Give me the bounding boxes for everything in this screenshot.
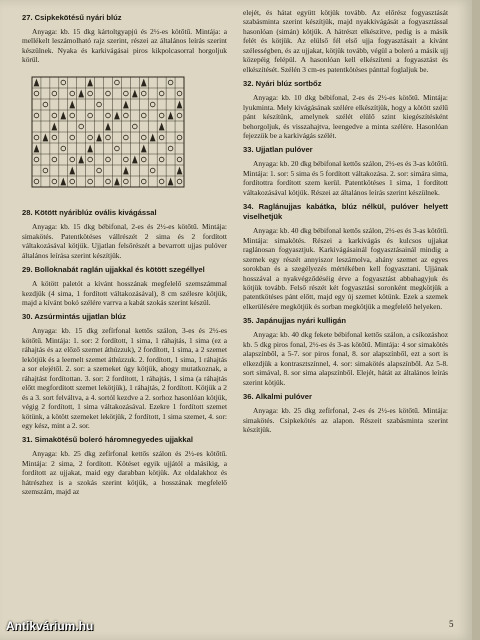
yarn-over-symbol (150, 168, 155, 173)
decrease-stitch-symbol (69, 100, 75, 108)
section-text: Anyaga: kb. 40 dkg fekete bébifonal kettős szálon, a csíkozáshoz kb. 5 dkg piros fonal, 2½-es és 3-as kötőtű. Mintája: 4 sor simakötés alapszínből, a 5-7. sor piros fonal, 8. sor alapszínből, ezt a sort is elkezdjük a kontrasztszínnel, 4. sor: simakötés alapszínből. Az 5-8. sort simával, 8. sor sima alapszínből. Elejét, hátát az általános leírás szerint kötjük. (243, 330, 448, 387)
decrease-stitch-symbol (123, 166, 129, 174)
decrease-stitch-symbol (105, 122, 111, 130)
section-heading: 29. Bolloknabát raglán ujjakkal és kötött szegéllyel (22, 265, 205, 275)
yarn-over-symbol (88, 91, 93, 96)
yarn-over-symbol (106, 157, 111, 162)
yarn-over-symbol (141, 135, 146, 140)
decrease-stitch-symbol (51, 122, 57, 130)
section-heading: 28. Kötött nyáriblúz ovális kivágással (22, 208, 157, 218)
section-27 (22, 13, 227, 65)
section-text: elejét, és hátat együtt kötjük tovább. Az előrész fogyasztását szabásminta szerint készítjük, majd nyakkivágását a fogyasztással hasonlóan (simán) kötjük. A hátrészt elkészítve, pedig is a másik felét és kötjük. Az elülső fél első ujja fogyasztásait a kívánt szélességben, és az ujjakat, kötjük tovább, végül a boleró a másik ujj közepéig felépül. A hasonlóan kell elkészíteni a fogyasztást és elkészítését. Szélén 3 cm-es patentkötéses pánttal foglaljuk be. (243, 8, 448, 74)
section-text: A kötött paletót a kívánt hosszának megfelelő szemszámmal kezdjük (4 sima, 1 fordított váltakozásával), 8 cm szélesre kötjük, majd a kívánt bokó szélére varrva a kabát szokás szerint készül. (22, 279, 227, 307)
decrease-stitch-symbol (96, 133, 102, 141)
decrease-stitch-symbol (69, 166, 75, 174)
yarn-over-symbol (70, 91, 75, 96)
decrease-stitch-symbol (43, 133, 49, 141)
yarn-over-symbol (141, 179, 146, 184)
yarn-over-symbol (61, 80, 66, 85)
decrease-stitch-symbol (78, 155, 84, 163)
yarn-over-symbol (97, 168, 102, 173)
yarn-over-symbol (115, 146, 120, 151)
section-28 (22, 208, 227, 260)
section-29 (22, 265, 227, 307)
yarn-over-symbol (177, 113, 182, 118)
decrease-stitch-symbol (177, 100, 183, 108)
yarn-over-symbol (159, 179, 164, 184)
yarn-over-symbol (106, 179, 111, 184)
decrease-stitch-symbol (168, 111, 174, 119)
yarn-over-symbol (52, 179, 57, 184)
yarn-over-symbol (79, 124, 84, 129)
section-heading: 34. Raglánujjas kabátka, blúz nélkül, pulóver helyett viselhetjük (243, 202, 448, 222)
decrease-stitch-symbol (87, 144, 93, 152)
yarn-over-symbol (34, 135, 39, 140)
yarn-over-symbol (52, 91, 57, 96)
section-heading: 31. Simakötésű boleró háromnegyedes ujjakkal (22, 435, 193, 445)
yarn-over-symbol (124, 179, 129, 184)
decrease-stitch-symbol (168, 177, 174, 185)
section-31 (22, 435, 227, 496)
page-edge (472, 0, 480, 640)
section-text: Anyaga: kb. 40 dkg bébifonal kettős szálon, 2½-es és 3-as kötőtű. Mintája: simakötés. Részei a karkivágás és kulcsos ujjakat raglánosan fogyasztjuk. Karkivágásainál fogyasztásainál mindig a szemek egy részét annyiszor leszámolva, ahány szemet az egyes sorokban és a szegélyezés mértékében kell fogyasztani. Ujjának hosszával a nyakvégződéséig érve a fogyasztást abbahagyjuk és kötjük tovább. Felső részét két fogyasztási soronként megkötjük a patentkötéses pánt előtt, majd egy új szemet kötünk. Ezek a szemek elkerülésére megkötjük és sorban megkötjük a megfelelő helyeken. (243, 226, 448, 311)
yarn-over-symbol (106, 91, 111, 96)
section-heading: 36. Alkalmi pulóver (243, 392, 312, 402)
decrease-stitch-symbol (78, 89, 84, 97)
yarn-over-symbol (177, 179, 182, 184)
yarn-over-symbol (106, 135, 111, 140)
yarn-over-symbol (88, 157, 93, 162)
yarn-over-symbol (70, 157, 75, 162)
section-heading: 33. Ujjatlan pulóver (243, 145, 313, 155)
yarn-over-symbol (70, 179, 75, 184)
yarn-over-symbol (141, 113, 146, 118)
section-text: Anyaga: kb. 15 dkg bébifonal, 2-es és 2½-es kötőtű. Mintája: simakötés. Patentkötéses vállrészét 2 sima és 2 fordított váltakozásával kötjük. Ujjatlan felsőrészét a bevarrott ujjas pulóver általános leírása szerint készítjük. (22, 222, 227, 260)
section-heading: 35. Japánujjas nyári kulligán (243, 316, 346, 326)
yarn-over-symbol (177, 135, 182, 140)
yarn-over-symbol (52, 113, 57, 118)
section-heading: 30. Azsúrmintás ujjatlan blúz (22, 312, 126, 322)
yarn-over-symbol (150, 102, 155, 107)
decrease-stitch-symbol (87, 78, 93, 86)
section-30 (22, 312, 227, 430)
section-34 (243, 202, 448, 311)
page-number: 5 (449, 619, 454, 629)
section-text: Anyaga: kb. 10 dkg bébifonal, 2-es és 2½-es kötőtű. Mintája: lyukminta. Mely kivágásának szélére elkészítjük, hogy a kötött szélű pánt készítünk, amelynek szélét elülő szint kiegészítésként behorgoljuk, és visszahajtva, leengedve a minta szélére. Hasonlóan fejezzük be a karkivágás szélét. (243, 93, 448, 140)
yarn-over-symbol (43, 168, 48, 173)
yarn-over-symbol (106, 113, 111, 118)
yarn-over-symbol (124, 135, 129, 140)
decrease-stitch-symbol (60, 177, 66, 185)
yarn-over-symbol (124, 113, 129, 118)
yarn-over-symbol (141, 91, 146, 96)
yarn-over-symbol (168, 146, 173, 151)
yarn-over-symbol (88, 113, 93, 118)
yarn-over-symbol (34, 157, 39, 162)
decrease-stitch-symbol (114, 177, 120, 185)
yarn-over-symbol (124, 157, 129, 162)
yarn-over-symbol (61, 146, 66, 151)
decrease-stitch-symbol (34, 144, 40, 152)
yarn-over-symbol (34, 91, 39, 96)
section-text: Anyaga: kb. 20 dkg bébifonal kettős szálon, 2½-es és 3-as kötőtű. Mintája: 1. sor: 5 sima és 5 fordított váltakozása. 2. sor: simára sima, fordítottra fordított szem kerül. Patentkötéses 1 sima, 1 fordított váltakozásával kötjük. Részei az általános leírás szerint készülnek. (243, 159, 448, 197)
decrease-stitch-symbol (132, 155, 138, 163)
decrease-stitch-symbol (141, 144, 147, 152)
yarn-over-symbol (70, 113, 75, 118)
section-heading: 32. Nyári blúz sortbőz (243, 79, 322, 89)
section-35 (243, 316, 448, 387)
decrease-stitch-symbol (177, 166, 183, 174)
section-31-continued (243, 8, 448, 74)
decrease-stitch-symbol (141, 78, 147, 86)
yarn-over-symbol (115, 80, 120, 85)
yarn-over-symbol (168, 80, 173, 85)
yarn-over-symbol (159, 157, 164, 162)
decrease-stitch-symbol (150, 133, 156, 141)
watermark-logo: Antikvárium.hu (6, 619, 94, 633)
yarn-over-symbol (159, 91, 164, 96)
yarn-over-symbol (43, 102, 48, 107)
left-column (22, 8, 227, 499)
decrease-stitch-symbol (114, 111, 120, 119)
yarn-over-symbol (52, 157, 57, 162)
yarn-over-symbol (88, 135, 93, 140)
yarn-over-symbol (88, 179, 93, 184)
yarn-over-symbol (177, 91, 182, 96)
decrease-stitch-symbol (159, 122, 165, 130)
yarn-over-symbol (177, 157, 182, 162)
yarn-over-symbol (132, 124, 137, 129)
section-text: Anyaga: kb. 25 dkg zefírfonal, 2-es és 2½-es kötőtű. Mintája: simakötés. Csipkekötés az alapon. Részeit szabásminta szerint készítjük. (243, 406, 448, 434)
section-text: Anyaga: kb. 15 dkg kártoltgyapjú és 2½-es kötőtű. Mintája: a mellékelt leszámolható rajz szerint, részei az általános leírás szerint készülnek. Nyaka és karkivágásai piros kikpolcasorral horgoljuk körül. (22, 27, 227, 65)
section-heading: 27. Csipkekötésű nyári blúz (22, 13, 122, 22)
section-33 (243, 145, 448, 197)
section-36 (243, 392, 448, 434)
yarn-over-symbol (141, 157, 146, 162)
section-32 (243, 79, 448, 140)
yarn-over-symbol (97, 102, 102, 107)
yarn-over-symbol (124, 91, 129, 96)
yarn-over-symbol (52, 135, 57, 140)
yarn-over-symbol (34, 113, 39, 118)
yarn-over-symbol (70, 135, 75, 140)
decrease-stitch-symbol (60, 111, 66, 119)
section-text: Anyaga: kb. 25 dkg zefírfonal kettős szálon és 2½-es kötőtű. Mintája: 2 sima, 2 fordított. Kötéset egyik ujjától a másikig, a fordított az ujjakat, maid egy darabban kötjük. Az oldalakhoz és hátrészhez is a szokás szerint kötjük, a hosszának megfelelő szemszám, majd az (22, 449, 227, 497)
yarn-over-symbol (159, 113, 164, 118)
yarn-over-symbol (159, 135, 164, 140)
decrease-stitch-symbol (34, 78, 40, 86)
right-column (243, 8, 448, 436)
yarn-over-symbol (34, 179, 39, 184)
decrease-stitch-symbol (123, 100, 129, 108)
knitting-pattern-chart (28, 73, 188, 191)
decrease-stitch-symbol (132, 89, 138, 97)
section-text: Anyaga: kb. 15 dkg zefírfonal kettős szálon, 3-es és 2½-es kötőtű. Mintája: 1. sor: 2 fordított, 1 sima, 1 ráhajtás, 1 sima (ez a ráhajtás és az előző szemet áthúzzuk), 2 fordított, 1 sima, a 2 szemet lekötjük és a leemelt szemet áthúzzuk. 2. fordított, 1 sima, 1 ráhajtás a sor elejétől. 2. sor: a szemeket úgy kötjük, ahogy mutatkoznak, a ráhajtást fordítottan. 3. sor: 2 fordított, 1 ráhajtás, 1 sima (a ráhajtás előtt megfordított szemet lekötjük), 1 ráhajtás, 2 fordított. Kötjük a 2 és a 3. sort felváltva, a 4. sortól kezdve a 2. sorhoz hasonlóan kötjük, végig 2 fordított, 1 sima váltakozásával. Ezekre 1 fordított szemet kötünk, a kötött szemeket lekötjük, 2 fordított, 1 sima szemet, 4. sor: egy kész, mint a 2. sor. (22, 326, 227, 430)
